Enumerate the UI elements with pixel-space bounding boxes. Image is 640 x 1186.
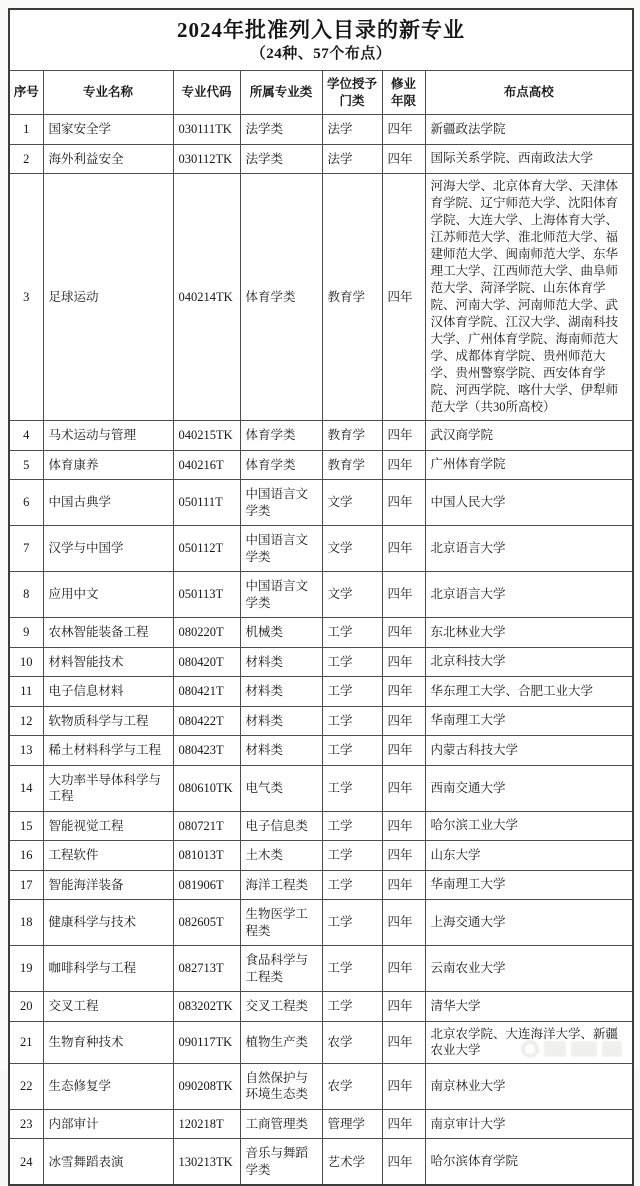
table-row	[9, 1139, 633, 1186]
table-row	[9, 1063, 633, 1109]
cell-degree: 工学	[322, 992, 382, 1022]
table-row	[9, 174, 633, 421]
table-row	[9, 736, 633, 766]
cell-duration: 四年	[382, 647, 425, 677]
cell-no: 6	[9, 480, 43, 526]
cell-category: 海洋工程类	[240, 870, 322, 900]
cell-name: 农林智能装备工程	[43, 618, 173, 648]
cell-name: 体育康养	[43, 450, 173, 480]
cell-duration: 四年	[382, 992, 425, 1022]
cell-category: 材料类	[240, 736, 322, 766]
cell-category: 法学类	[240, 115, 322, 145]
cell-code: 040215TK	[173, 421, 240, 451]
cell-colleges: 东北林业大学	[425, 618, 633, 648]
column-header-name: 专业名称	[43, 71, 173, 115]
cell-no: 18	[9, 900, 43, 946]
cell-no: 2	[9, 144, 43, 174]
cell-name: 咖啡科学与工程	[43, 946, 173, 992]
column-header-duration: 修业年限	[382, 71, 425, 115]
cell-category: 电子信息类	[240, 811, 322, 841]
cell-colleges: 中国人民大学	[425, 480, 633, 526]
cell-code: 050111T	[173, 480, 240, 526]
cell-duration: 四年	[382, 736, 425, 766]
cell-category: 体育学类	[240, 421, 322, 451]
cell-code: 090117TK	[173, 1021, 240, 1063]
cell-degree: 工学	[322, 647, 382, 677]
cell-colleges: 华东理工大学、合肥工业大学	[425, 677, 633, 707]
table-body	[9, 115, 633, 1186]
cell-degree: 工学	[322, 706, 382, 736]
cell-colleges: 哈尔滨体育学院	[425, 1139, 633, 1186]
cell-colleges: 武汉商学院	[425, 421, 633, 451]
cell-no: 10	[9, 647, 43, 677]
cell-name: 健康科学与技术	[43, 900, 173, 946]
cell-code: 081906T	[173, 870, 240, 900]
cell-colleges: 西南交通大学	[425, 765, 633, 811]
cell-degree: 教育学	[322, 421, 382, 451]
cell-category: 土木类	[240, 841, 322, 871]
table-row	[9, 870, 633, 900]
cell-name: 海外利益安全	[43, 144, 173, 174]
cell-name: 智能海洋装备	[43, 870, 173, 900]
cell-degree: 教育学	[322, 450, 382, 480]
cell-name: 足球运动	[43, 174, 173, 421]
cell-colleges: 内蒙古科技大学	[425, 736, 633, 766]
cell-category: 植物生产类	[240, 1021, 322, 1063]
cell-name: 马术运动与管理	[43, 421, 173, 451]
cell-degree: 工学	[322, 841, 382, 871]
cell-category: 电气类	[240, 765, 322, 811]
cell-name: 生态修复学	[43, 1063, 173, 1109]
table-row	[9, 992, 633, 1022]
cell-duration: 四年	[382, 115, 425, 145]
cell-category: 中国语言文学类	[240, 480, 322, 526]
table-row	[9, 677, 633, 707]
cell-category: 材料类	[240, 677, 322, 707]
cell-no: 14	[9, 765, 43, 811]
cell-colleges: 哈尔滨工业大学	[425, 811, 633, 841]
column-header-colleges: 布点高校	[425, 71, 633, 115]
cell-category: 交叉工程类	[240, 992, 322, 1022]
cell-no: 7	[9, 526, 43, 572]
cell-colleges: 上海交通大学	[425, 900, 633, 946]
cell-code: 040214TK	[173, 174, 240, 421]
cell-duration: 四年	[382, 677, 425, 707]
cell-no: 8	[9, 572, 43, 618]
cell-colleges: 华南理工大学	[425, 706, 633, 736]
cell-no: 23	[9, 1109, 43, 1139]
cell-colleges: 北京语言大学	[425, 572, 633, 618]
column-header-code: 专业代码	[173, 71, 240, 115]
cell-code: 080220T	[173, 618, 240, 648]
cell-code: 040216T	[173, 450, 240, 480]
new-majors-table	[8, 8, 634, 1186]
table-row	[9, 647, 633, 677]
cell-no: 12	[9, 706, 43, 736]
cell-no: 5	[9, 450, 43, 480]
cell-no: 22	[9, 1063, 43, 1109]
cell-duration: 四年	[382, 174, 425, 421]
header-row	[9, 71, 633, 115]
cell-category: 工商管理类	[240, 1109, 322, 1139]
cell-category: 中国语言文学类	[240, 526, 322, 572]
cell-category: 中国语言文学类	[240, 572, 322, 618]
table-row	[9, 450, 633, 480]
cell-no: 21	[9, 1021, 43, 1063]
cell-name: 汉学与中国学	[43, 526, 173, 572]
cell-no: 19	[9, 946, 43, 992]
table-row	[9, 1109, 633, 1139]
cell-degree: 管理学	[322, 1109, 382, 1139]
cell-duration: 四年	[382, 1139, 425, 1186]
cell-degree: 法学	[322, 115, 382, 145]
cell-colleges: 北京语言大学	[425, 526, 633, 572]
cell-code: 030111TK	[173, 115, 240, 145]
table-row	[9, 900, 633, 946]
cell-duration: 四年	[382, 811, 425, 841]
cell-category: 机械类	[240, 618, 322, 648]
cell-duration: 四年	[382, 1109, 425, 1139]
cell-colleges: 山东大学	[425, 841, 633, 871]
cell-duration: 四年	[382, 1021, 425, 1063]
cell-code: 030112TK	[173, 144, 240, 174]
cell-category: 材料类	[240, 706, 322, 736]
cell-name: 工程软件	[43, 841, 173, 871]
cell-colleges: 新疆政法学院	[425, 115, 633, 145]
table-row	[9, 1021, 633, 1063]
cell-degree: 文学	[322, 526, 382, 572]
cell-degree: 工学	[322, 736, 382, 766]
cell-code: 080610TK	[173, 765, 240, 811]
cell-degree: 工学	[322, 946, 382, 992]
cell-colleges: 云南农业大学	[425, 946, 633, 992]
cell-colleges: 南京审计大学	[425, 1109, 633, 1139]
table-row	[9, 706, 633, 736]
cell-degree: 法学	[322, 144, 382, 174]
table-row	[9, 946, 633, 992]
cell-no: 11	[9, 677, 43, 707]
cell-degree: 工学	[322, 618, 382, 648]
cell-code: 130213TK	[173, 1139, 240, 1186]
table-row	[9, 572, 633, 618]
cell-code: 080721T	[173, 811, 240, 841]
cell-code: 083202TK	[173, 992, 240, 1022]
cell-degree: 教育学	[322, 174, 382, 421]
cell-category: 体育学类	[240, 450, 322, 480]
cell-name: 稀土材料科学与工程	[43, 736, 173, 766]
cell-duration: 四年	[382, 706, 425, 736]
cell-category: 法学类	[240, 144, 322, 174]
cell-duration: 四年	[382, 870, 425, 900]
cell-code: 082605T	[173, 900, 240, 946]
cell-no: 3	[9, 174, 43, 421]
title-cell	[9, 9, 633, 71]
cell-no: 17	[9, 870, 43, 900]
cell-colleges: 广州体育学院	[425, 450, 633, 480]
table-row	[9, 115, 633, 145]
cell-degree: 工学	[322, 765, 382, 811]
cell-duration: 四年	[382, 480, 425, 526]
cell-duration: 四年	[382, 946, 425, 992]
column-header-category: 所属专业类	[240, 71, 322, 115]
cell-colleges: 国际关系学院、西南政法大学	[425, 144, 633, 174]
cell-duration: 四年	[382, 618, 425, 648]
cell-duration: 四年	[382, 900, 425, 946]
cell-no: 9	[9, 618, 43, 648]
table-row	[9, 421, 633, 451]
table-row	[9, 618, 633, 648]
cell-degree: 工学	[322, 900, 382, 946]
cell-duration: 四年	[382, 572, 425, 618]
column-header-degree: 学位授予门类	[322, 71, 382, 115]
column-header-no: 序号	[9, 71, 43, 115]
table-row	[9, 526, 633, 572]
table-row	[9, 765, 633, 811]
cell-degree: 工学	[322, 811, 382, 841]
cell-name: 软物质科学与工程	[43, 706, 173, 736]
cell-name: 中国古典学	[43, 480, 173, 526]
cell-category: 音乐与舞蹈学类	[240, 1139, 322, 1186]
cell-code: 080420T	[173, 647, 240, 677]
cell-code: 050113T	[173, 572, 240, 618]
cell-code: 080423T	[173, 736, 240, 766]
cell-name: 冰雪舞蹈表演	[43, 1139, 173, 1186]
cell-duration: 四年	[382, 841, 425, 871]
page-title: 2024年批准列入目录的新专业	[177, 18, 466, 42]
cell-category: 生物医学工程类	[240, 900, 322, 946]
cell-degree: 文学	[322, 480, 382, 526]
cell-no: 24	[9, 1139, 43, 1186]
cell-no: 16	[9, 841, 43, 871]
cell-degree: 工学	[322, 870, 382, 900]
cell-colleges: 河海大学、北京体育大学、天津体育学院、辽宁师范大学、沈阳体育学院、大连大学、上海体育大学、江苏师范大学、淮北师范大学、福建师范大学、闽南师范大学、东华理工大学、江西师范大学、曲阜师范大学、菏泽学院、山东体育学院、河南大学、河南师范大学、武汉体育学院、江汉大学、湖南科技大学、广州体育学院、海南师范大学、成都体育学院、贵州师范大学、贵州警察学院、西安体育学院、河西学院、喀什大学、伊犁师范大学（共30所高校）	[425, 174, 633, 421]
cell-category: 体育学类	[240, 174, 322, 421]
cell-code: 090208TK	[173, 1063, 240, 1109]
cell-duration: 四年	[382, 1063, 425, 1109]
cell-name: 内部审计	[43, 1109, 173, 1139]
cell-degree: 艺术学	[322, 1139, 382, 1186]
cell-name: 材料智能技术	[43, 647, 173, 677]
cell-duration: 四年	[382, 144, 425, 174]
cell-category: 材料类	[240, 647, 322, 677]
cell-no: 13	[9, 736, 43, 766]
cell-colleges: 北京农学院、大连海洋大学、新疆农业大学	[425, 1021, 633, 1063]
cell-no: 1	[9, 115, 43, 145]
cell-code: 080422T	[173, 706, 240, 736]
cell-name: 智能视觉工程	[43, 811, 173, 841]
cell-code: 080421T	[173, 677, 240, 707]
cell-category: 食品科学与工程类	[240, 946, 322, 992]
cell-name: 生物育种技术	[43, 1021, 173, 1063]
cell-name: 交叉工程	[43, 992, 173, 1022]
title-row	[9, 9, 633, 71]
cell-code: 050112T	[173, 526, 240, 572]
cell-duration: 四年	[382, 526, 425, 572]
cell-duration: 四年	[382, 421, 425, 451]
table-row	[9, 144, 633, 174]
cell-name: 大功率半导体科学与工程	[43, 765, 173, 811]
table-row	[9, 841, 633, 871]
cell-no: 15	[9, 811, 43, 841]
cell-degree: 农学	[322, 1063, 382, 1109]
cell-no: 20	[9, 992, 43, 1022]
cell-code: 081013T	[173, 841, 240, 871]
cell-colleges: 华南理工大学	[425, 870, 633, 900]
cell-degree: 农学	[322, 1021, 382, 1063]
cell-degree: 文学	[322, 572, 382, 618]
cell-category: 自然保护与环境生态类	[240, 1063, 322, 1109]
cell-degree: 工学	[322, 677, 382, 707]
cell-name: 国家安全学	[43, 115, 173, 145]
cell-code: 120218T	[173, 1109, 240, 1139]
cell-colleges: 北京科技大学	[425, 647, 633, 677]
cell-no: 4	[9, 421, 43, 451]
cell-code: 082713T	[173, 946, 240, 992]
cell-name: 电子信息材料	[43, 677, 173, 707]
page-subtitle: （24种、57个布点）	[250, 46, 392, 63]
cell-colleges: 清华大学	[425, 992, 633, 1022]
table-row	[9, 811, 633, 841]
cell-duration: 四年	[382, 450, 425, 480]
cell-duration: 四年	[382, 765, 425, 811]
table-row	[9, 480, 633, 526]
cell-colleges: 南京林业大学	[425, 1063, 633, 1109]
cell-name: 应用中文	[43, 572, 173, 618]
